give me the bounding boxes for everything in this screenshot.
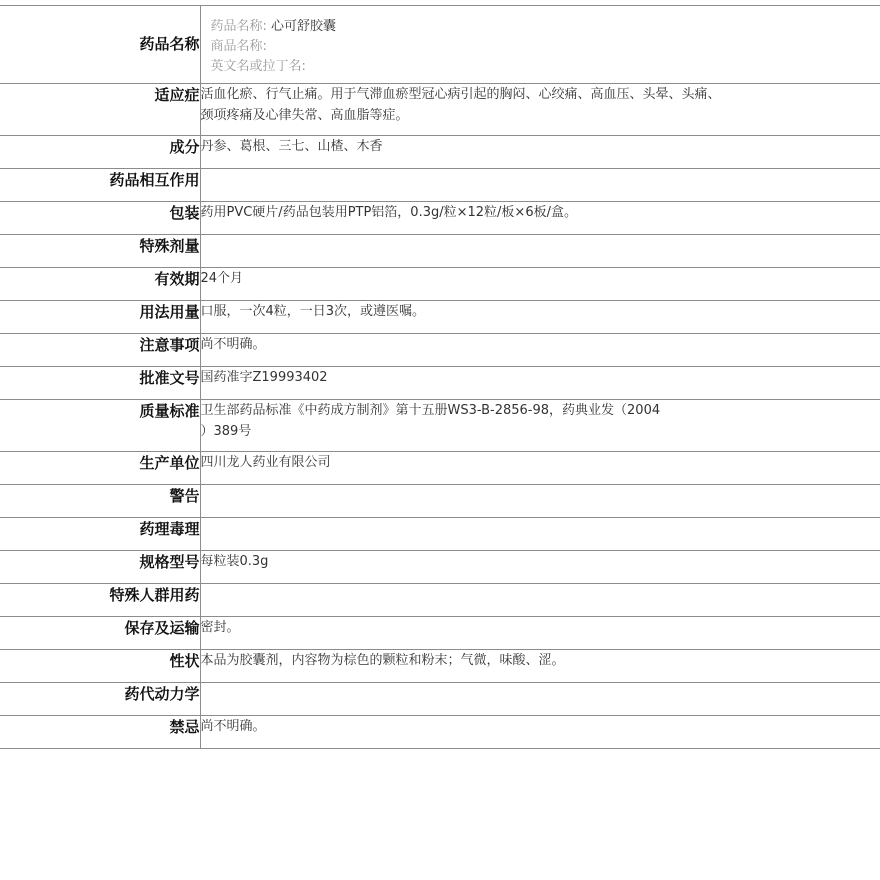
row-label: 药理毒理	[0, 518, 200, 551]
row-label: 生产单位	[0, 452, 200, 485]
row-value: 四川龙人药业有限公司	[200, 452, 880, 485]
row-pharmacokinetics	[0, 683, 880, 716]
trade-name-key: 商品名称:	[210, 39, 267, 54]
row-label: 保存及运输	[0, 617, 200, 650]
english-name-line	[211, 57, 880, 77]
row-value: 药用PVC硬片/药品包装用PTP铝箔，0.3g/粒×12粒/板×6板/盒。	[200, 202, 880, 235]
row-value	[200, 235, 880, 268]
row-usage	[0, 301, 880, 334]
row-ingredients	[0, 136, 880, 169]
row-precautions	[0, 334, 880, 367]
row-value	[200, 169, 880, 202]
row-manufacturer	[0, 452, 880, 485]
row-label: 注意事项	[0, 334, 200, 367]
row-label: 药品名称	[0, 6, 200, 84]
row-label: 用法用量	[0, 301, 200, 334]
row-label: 包装	[0, 202, 200, 235]
row-specification	[0, 551, 880, 584]
row-value: 国药准字Z19993402	[200, 367, 880, 400]
row-storage	[0, 617, 880, 650]
row-interactions	[0, 169, 880, 202]
row-special-dosage	[0, 235, 880, 268]
row-value: 每粒装0.3g	[200, 551, 880, 584]
row-value: 本品为胶囊剂，内容物为棕色的颗粒和粉末；气微，味酸、涩。	[200, 650, 880, 683]
generic-name-key: 药品名称:	[210, 19, 267, 34]
row-label: 禁忌	[0, 716, 200, 749]
row-pharmacology	[0, 518, 880, 551]
row-label: 规格型号	[0, 551, 200, 584]
row-contraindications	[0, 716, 880, 749]
row-value: 尚不明确。	[200, 716, 880, 749]
row-package	[0, 202, 880, 235]
row-approval-number	[0, 367, 880, 400]
row-label: 药品相互作用	[0, 169, 200, 202]
row-value: 24个月	[200, 268, 880, 301]
row-value: 卫生部药品标准《中药成方制剂》第十五册WS3-B-2856-98，药典业发（2004 ）389号	[200, 400, 880, 452]
row-value: 口服，一次4粒，一日3次，或遵医嘱。	[200, 301, 880, 334]
row-value	[200, 683, 880, 716]
row-shelf-life	[0, 268, 880, 301]
row-value	[200, 584, 880, 617]
english-name-key: 英文名或拉丁名:	[210, 59, 306, 74]
drug-spec-table	[0, 5, 880, 749]
row-value	[200, 485, 880, 518]
row-label: 成分	[0, 136, 200, 169]
row-quality-standard	[0, 400, 880, 452]
row-value: 密封。	[200, 617, 880, 650]
row-description	[0, 650, 880, 683]
generic-name-value: 心可舒胶囊	[271, 19, 337, 34]
row-value: 丹参、葛根、三七、山楂、木香	[200, 136, 880, 169]
row-value: 尚不明确。	[200, 334, 880, 367]
row-label: 特殊人群用药	[0, 584, 200, 617]
row-label: 有效期	[0, 268, 200, 301]
row-label: 适应症	[0, 84, 200, 136]
row-label: 药代动力学	[0, 683, 200, 716]
row-value: 活血化瘀、行气止痛。用于气滞血瘀型冠心病引起的胸闷、心绞痛、高血压、头晕、头痛、 颈项疼痛及心律失常、高血脂等症。	[200, 84, 880, 136]
row-label: 警告	[0, 485, 200, 518]
row-indications	[0, 84, 880, 136]
row-value	[200, 518, 880, 551]
row-label: 特殊剂量	[0, 235, 200, 268]
row-special-population	[0, 584, 880, 617]
row-label: 批准文号	[0, 367, 200, 400]
generic-name-line	[211, 17, 880, 37]
row-drug-name	[0, 6, 880, 84]
trade-name-line	[211, 37, 880, 57]
row-warning	[0, 485, 880, 518]
drug-names-cell	[200, 6, 880, 84]
row-label: 质量标准	[0, 400, 200, 452]
row-label: 性状	[0, 650, 200, 683]
